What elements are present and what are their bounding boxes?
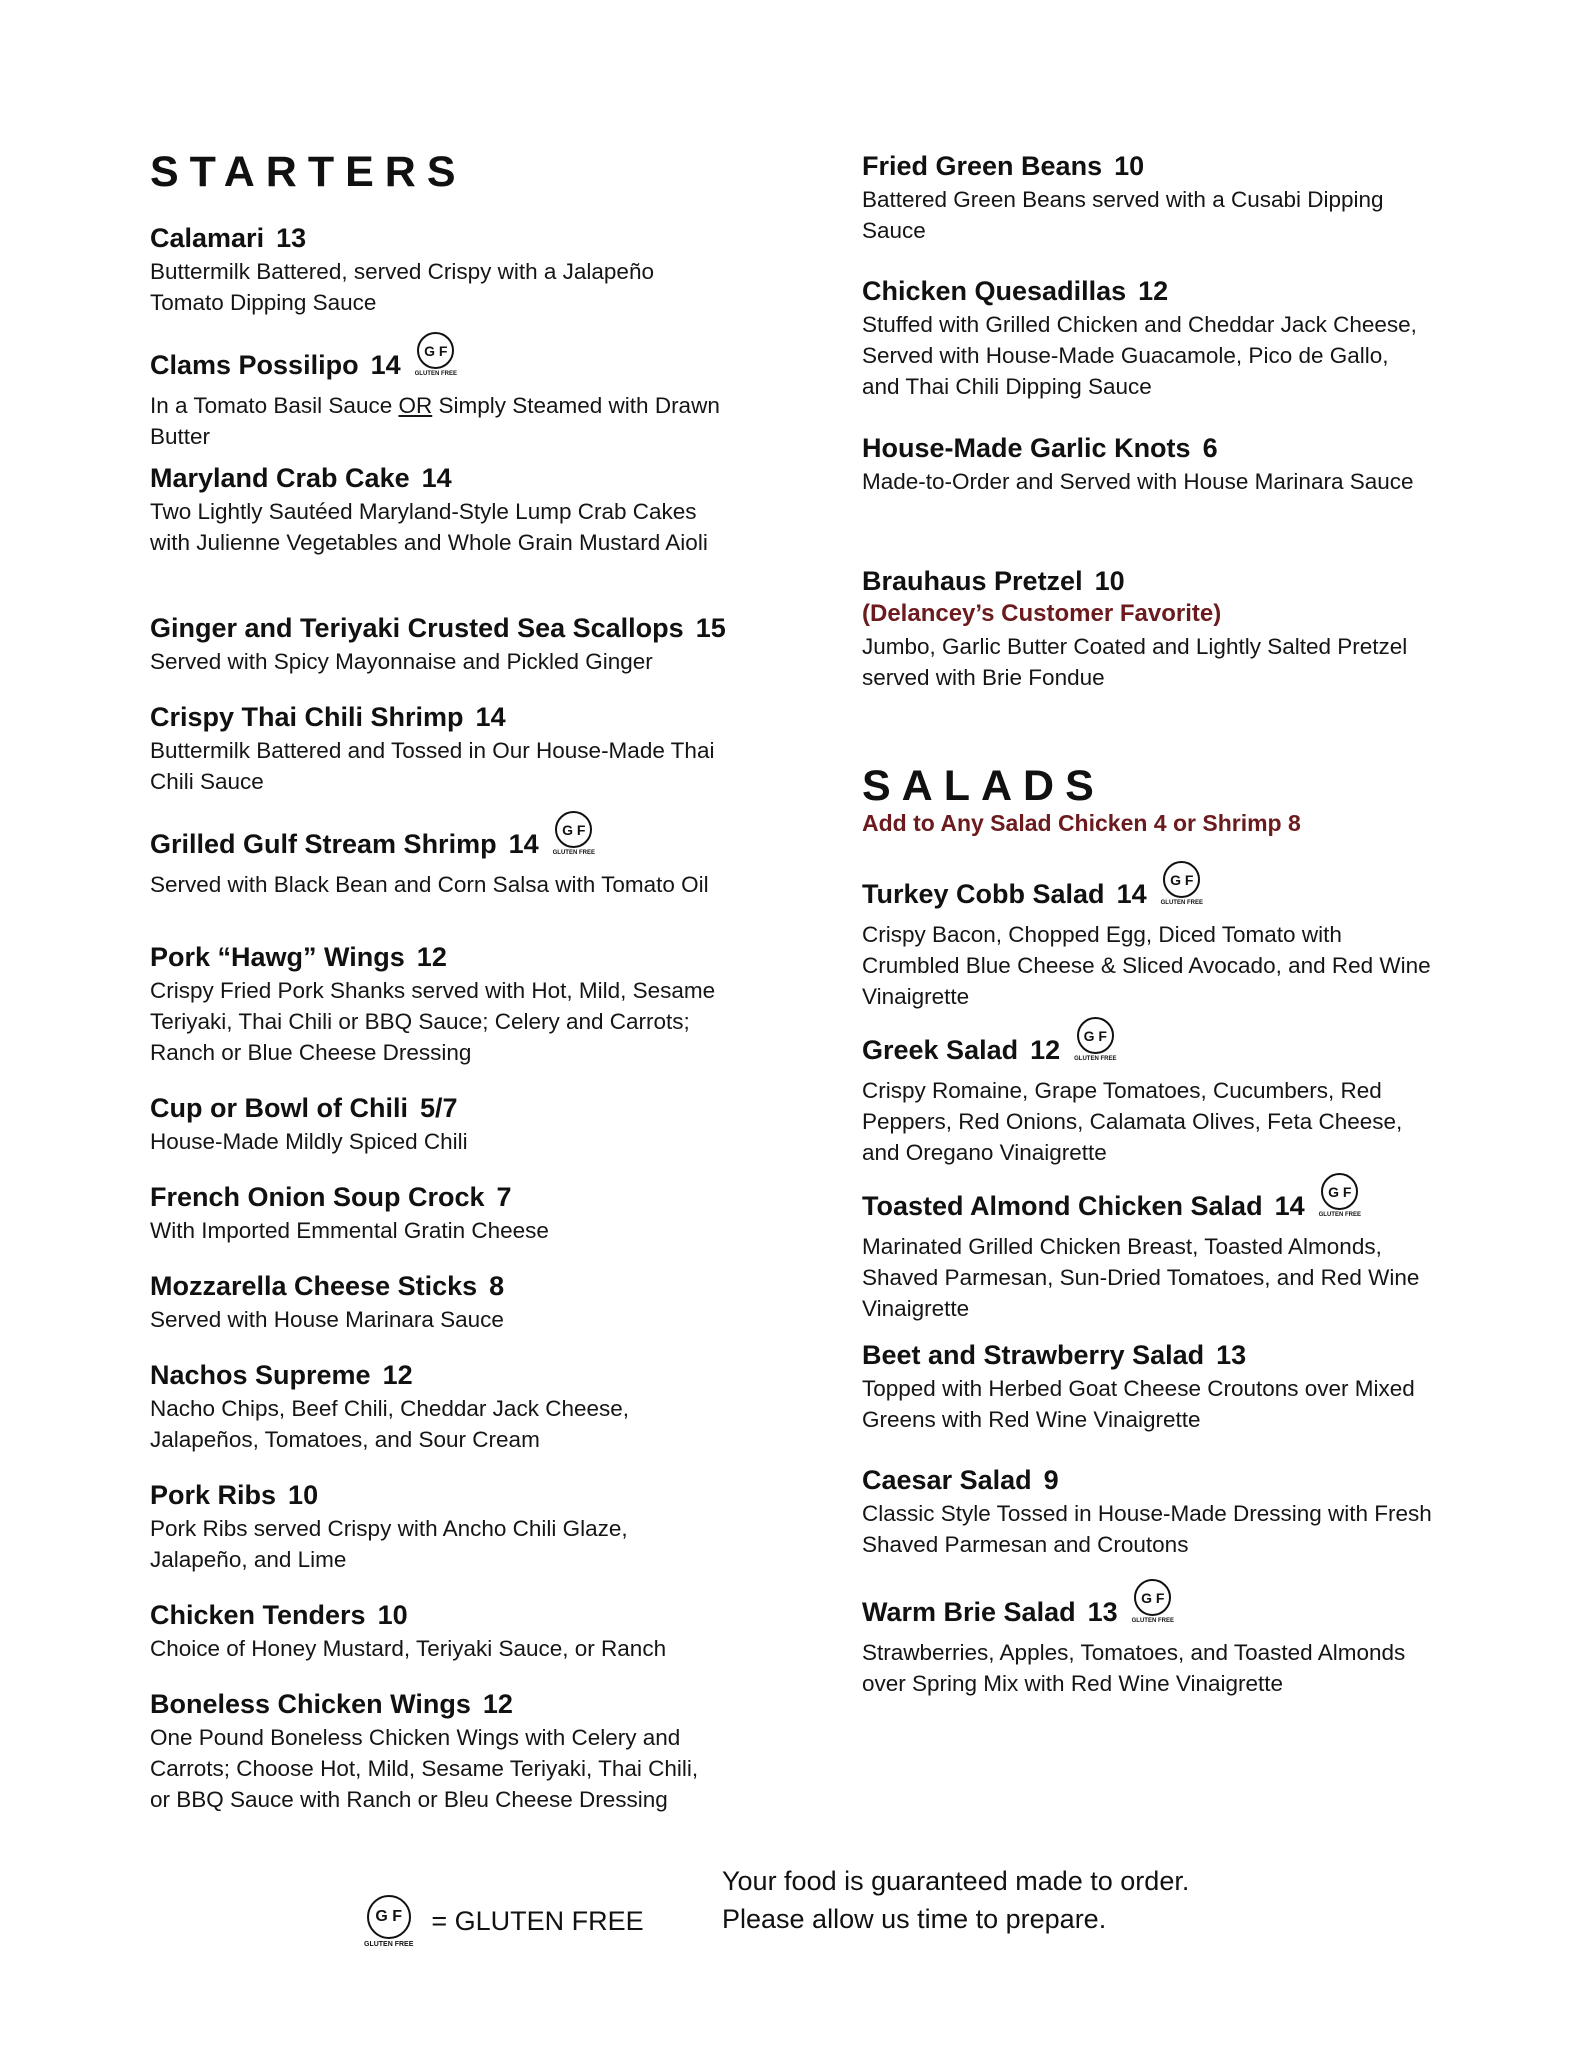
item-price: 12 (1030, 1035, 1061, 1065)
item-name: Fried Green Beans (862, 151, 1103, 181)
item-price: 10 (1094, 566, 1125, 596)
item-description: Served with House Marinara Sauce (150, 1307, 504, 1332)
item-name: Crispy Thai Chili Shrimp (150, 702, 464, 732)
gluten-free-icon: G F GLUTEN FREE (1161, 861, 1203, 907)
item-name: Nachos Supreme (150, 1360, 371, 1390)
item-description: Pork Ribs served Crispy with Ancho Chili Glaze, Jalapeño, and Lime (150, 1516, 628, 1572)
item-name: Beet and Strawberry Salad (862, 1340, 1205, 1370)
item-description: One Pound Boneless Chicken Wings with Celery and Carrots; Choose Hot, Mild, Sesame Teriyaki, Thai Chili, or BBQ Sauce with Ranch or Bleu Cheese Dressing (150, 1725, 699, 1812)
menu-item (150, 1688, 720, 1815)
menu-item (862, 1464, 1432, 1560)
menu-item (862, 871, 1432, 1012)
gluten-free-icon: G F GLUTEN FREE (1319, 1173, 1361, 1219)
item-description: Stuffed with Grilled Chicken and Cheddar Jack Cheese, Served with House-Made Guacamole, Pico de Gallo, and Thai Chili Dipping Sauce (862, 312, 1417, 399)
item-name: Turkey Cobb Salad (862, 879, 1105, 909)
menu-item (150, 1479, 720, 1575)
item-price: 14 (1274, 1191, 1305, 1221)
starters-title: STARTERS (150, 148, 467, 196)
item-description: House-Made Mildly Spiced Chili (150, 1129, 468, 1154)
note-line: Please allow us time to prepare. (722, 1904, 1107, 1934)
item-price: 10 (377, 1600, 408, 1630)
item-price: 6 (1202, 433, 1218, 463)
item-name: Chicken Quesadillas (862, 276, 1127, 306)
item-name: Grilled Gulf Stream Shrimp (150, 829, 497, 859)
item-description: Classic Style Tossed in House-Made Dressing with Fresh Shaved Parmesan and Croutons (862, 1501, 1432, 1557)
gluten-free-legend-label: = GLUTEN FREE (431, 1906, 644, 1936)
menu-item (150, 701, 720, 797)
item-description: Battered Green Beans served with a Cusabi Dipping Sauce (862, 187, 1384, 243)
item-price: 14 (1116, 879, 1147, 909)
menu-item (862, 1589, 1432, 1699)
gluten-free-icon: G F GLUTEN FREE (415, 332, 457, 378)
gluten-free-icon: G F GLUTEN FREE (553, 811, 595, 857)
menu-item (150, 462, 720, 558)
menu-item (150, 342, 720, 452)
item-name: Caesar Salad (862, 1465, 1032, 1495)
gluten-free-icon: G F GLUTEN FREE (364, 1895, 413, 1948)
item-name: Ginger and Teriyaki Crusted Sea Scallops (150, 613, 684, 643)
item-name: French Onion Soup Crock (150, 1182, 485, 1212)
item-name: Maryland Crab Cake (150, 463, 410, 493)
item-name: Warm Brie Salad (862, 1597, 1076, 1627)
item-name: Brauhaus Pretzel (862, 566, 1083, 596)
item-description: Two Lightly Sautéed Maryland-Style Lump Crab Cakes with Julienne Vegetables and Whole Grain Mustard Aioli (150, 499, 708, 555)
item-description: Strawberries, Apples, Tomatoes, and Toasted Almonds over Spring Mix with Red Wine Vinaigrette (862, 1640, 1406, 1696)
item-name: Boneless Chicken Wings (150, 1689, 471, 1719)
menu-item (862, 1027, 1432, 1168)
note-line: Your food is guaranteed made to order. (722, 1866, 1190, 1896)
gluten-free-icon: G F GLUTEN FREE (1074, 1017, 1116, 1063)
menu-item (150, 1599, 720, 1664)
item-description: Buttermilk Battered, served Crispy with a Jalapeño Tomato Dipping Sauce (150, 259, 654, 315)
item-description: Nacho Chips, Beef Chili, Cheddar Jack Cheese, Jalapeños, Tomatoes, and Sour Cream (150, 1396, 629, 1452)
menu-item (150, 1270, 720, 1335)
item-price: 12 (482, 1689, 513, 1719)
item-name: Calamari (150, 223, 265, 253)
item-price: 10 (1114, 151, 1145, 181)
item-name: Pork Ribs (150, 1480, 277, 1510)
item-description: Topped with Herbed Goat Cheese Croutons over Mixed Greens with Red Wine Vinaigrette (862, 1376, 1415, 1432)
menu-item (150, 821, 720, 900)
item-description: Crispy Romaine, Grape Tomatoes, Cucumbers, Red Peppers, Red Onions, Calamata Olives, Feta Cheese, and Oregano Vinaigrette (862, 1078, 1403, 1165)
item-description: Jumbo, Garlic Butter Coated and Lightly Salted Pretzel served with Brie Fondue (862, 634, 1408, 690)
menu-item (862, 150, 1432, 246)
item-name: Clams Possilipo (150, 350, 359, 380)
item-price: 9 (1043, 1465, 1059, 1495)
item-price: 14 (508, 829, 539, 859)
item-price: 5/7 (419, 1093, 458, 1123)
item-price: 10 (288, 1480, 319, 1510)
item-name: House-Made Garlic Knots (862, 433, 1191, 463)
menu-item (150, 1092, 720, 1157)
item-price: 12 (1138, 276, 1169, 306)
made-to-order-note (722, 1862, 1189, 1938)
item-price: 8 (489, 1271, 505, 1301)
menu-item (150, 1359, 720, 1455)
item-price: 12 (382, 1360, 413, 1390)
menu-item (862, 275, 1432, 402)
item-description: With Imported Emmental Gratin Cheese (150, 1218, 549, 1243)
item-description: Buttermilk Battered and Tossed in Our House-Made Thai Chili Sauce (150, 738, 715, 794)
item-name: Toasted Almond Chicken Salad (862, 1191, 1263, 1221)
item-name: Greek Salad (862, 1035, 1019, 1065)
item-name: Chicken Tenders (150, 1600, 366, 1630)
item-description: Served with Black Bean and Corn Salsa with Tomato Oil (150, 872, 709, 897)
menu-item (150, 222, 720, 318)
item-price: 13 (1087, 1597, 1118, 1627)
menu-item (862, 565, 1432, 693)
item-name: Cup or Bowl of Chili (150, 1093, 408, 1123)
gluten-free-legend (364, 1895, 644, 1948)
item-description: Crispy Fried Pork Shanks served with Hot, Mild, Sesame Teriyaki, Thai Chili or BBQ Sauce; Celery and Carrots; Ranch or Blue Cheese Dressing (150, 978, 716, 1065)
item-description: Choice of Honey Mustard, Teriyaki Sauce, or Ranch (150, 1636, 667, 1661)
menu-item (150, 941, 720, 1068)
item-name: Pork “Hawg” Wings (150, 942, 405, 972)
item-price: 14 (475, 702, 506, 732)
menu-item (862, 432, 1432, 497)
menu-item (862, 1339, 1432, 1435)
item-description: Marinated Grilled Chicken Breast, Toasted Almonds, Shaved Parmesan, Sun-Dried Tomatoes, and Red Wine Vinaigrette (862, 1234, 1420, 1321)
menu-item (862, 1183, 1432, 1324)
item-description: Served with Spicy Mayonnaise and Pickled Ginger (150, 649, 653, 674)
salads-subtitle: Add to Any Salad Chicken 4 or Shrimp 8 (862, 810, 1301, 836)
item-price: 13 (276, 223, 307, 253)
item-description: In a Tomato Basil Sauce OR Simply Steamed with Drawn Butter (150, 393, 720, 449)
item-price: 12 (416, 942, 447, 972)
gluten-free-icon: G F GLUTEN FREE (1132, 1579, 1174, 1625)
item-price: 7 (496, 1182, 512, 1212)
item-name: Mozzarella Cheese Sticks (150, 1271, 478, 1301)
item-description: Made-to-Order and Served with House Marinara Sauce (862, 469, 1414, 494)
item-price: 13 (1216, 1340, 1247, 1370)
item-price: 14 (370, 350, 401, 380)
item-description: Crispy Bacon, Chopped Egg, Diced Tomato with Crumbled Blue Cheese & Sliced Avocado, and Red Wine Vinaigrette (862, 922, 1431, 1009)
menu-item (150, 612, 726, 677)
item-price: 15 (695, 613, 726, 643)
salads-title: SALADS (862, 762, 1105, 810)
menu-item (150, 1181, 720, 1246)
customer-favorite-tag: (Delancey’s Customer Favorite) (862, 600, 1222, 627)
item-price: 14 (421, 463, 452, 493)
